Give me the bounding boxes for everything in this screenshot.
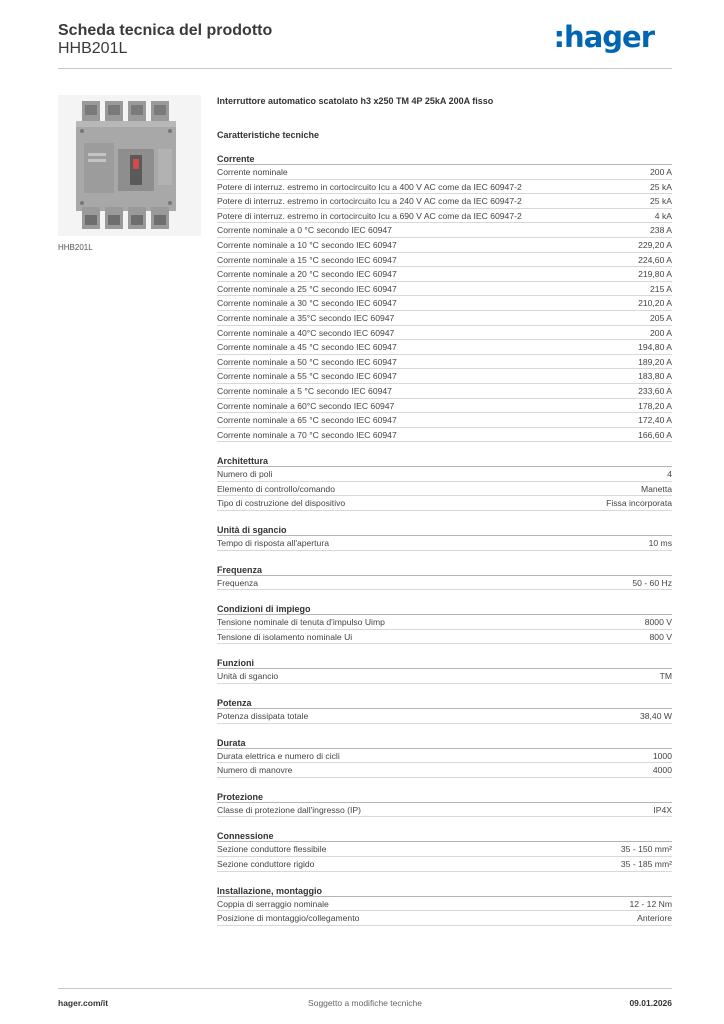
spec-row <box>217 340 672 355</box>
image-caption: HHB201L <box>58 243 93 252</box>
section-title: Corrente <box>217 153 672 165</box>
spec-value: Manetta <box>640 483 672 494</box>
product-image <box>58 95 201 236</box>
spec-label: Corrente nominale a 50 °C secondo IEC 60947 <box>217 356 397 367</box>
spec-value: 4000 <box>652 765 672 776</box>
spec-row <box>217 165 672 180</box>
spec-row <box>217 630 672 645</box>
spec-label: Tipo di costruzione del dispositivo <box>217 498 346 509</box>
spec-row <box>217 296 672 311</box>
spec-value: 38,40 W <box>639 711 672 722</box>
spec-row <box>217 369 672 384</box>
spec-value: 25 kA <box>650 181 672 192</box>
spec-value: 183,80 A <box>638 371 672 382</box>
spec-row <box>217 842 672 857</box>
spec-row <box>217 536 672 551</box>
spec-section <box>217 885 672 926</box>
spec-value: Anteriore <box>637 913 672 924</box>
spec-value: TM <box>659 671 672 682</box>
spec-row <box>217 209 672 224</box>
spec-row <box>217 857 672 872</box>
product-title: Interruttore automatico scatolato h3 x250 TM 4P 25kA 200A fisso <box>217 96 494 106</box>
spec-row <box>217 749 672 764</box>
footer-note: Soggetto a modifiche tecniche <box>308 998 422 1008</box>
spec-value: 178,20 A <box>638 400 672 411</box>
spec-value: 233,60 A <box>638 385 672 396</box>
spec-label: Corrente nominale <box>217 167 288 177</box>
spec-label: Posizione di montaggio/collegamento <box>217 913 360 924</box>
spec-section <box>217 564 672 591</box>
spec-label: Frequenza <box>217 577 259 588</box>
spec-label: Coppia di serraggio nominale <box>217 898 329 909</box>
spec-label: Corrente nominale a 55 °C secondo IEC 60947 <box>217 371 397 382</box>
spec-label: Sezione conduttore flessibile <box>217 844 327 855</box>
spec-value: 200 A <box>650 327 672 338</box>
spec-row <box>217 482 672 497</box>
spec-sections <box>217 153 672 926</box>
spec-label: Corrente nominale a 30 °C secondo IEC 60947 <box>217 298 397 309</box>
spec-label: Corrente nominale a 60°C secondo IEC 60947 <box>217 400 395 411</box>
header-divider <box>58 68 672 69</box>
spec-label: Potere di interruz. estremo in cortocircuito Icu a 400 V AC come da IEC 60947-2 <box>217 181 522 192</box>
spec-value: 800 V <box>649 631 672 642</box>
section-title: Connessione <box>217 830 672 842</box>
spec-row <box>217 669 672 684</box>
spec-row <box>217 282 672 297</box>
spec-row <box>217 180 672 195</box>
spec-section <box>217 524 672 551</box>
circuit-breaker-icon <box>58 95 201 236</box>
specifications-content <box>217 95 672 926</box>
spec-value: 12 - 12 Nm <box>629 898 672 909</box>
spec-value: 210,20 A <box>638 298 672 309</box>
spec-value: 4 kA <box>654 210 672 221</box>
spec-section <box>217 603 672 644</box>
section-title: Funzioni <box>217 657 672 669</box>
spec-value: 10 ms <box>648 538 672 549</box>
spec-value: 50 - 60 Hz <box>632 577 672 588</box>
section-title: Installazione, montaggio <box>217 885 672 897</box>
spec-value: 8000 V <box>644 617 672 628</box>
spec-label: Corrente nominale a 10 °C secondo IEC 60947 <box>217 239 397 250</box>
page-header <box>58 20 672 70</box>
spec-value: 4 <box>667 469 672 480</box>
spec-row <box>217 467 672 482</box>
spec-row <box>217 803 672 818</box>
spec-value: 35 - 185 mm² <box>620 859 672 869</box>
spec-label: Numero di manovre <box>217 765 293 776</box>
section-title: Architettura <box>217 455 672 467</box>
section-title: Protezione <box>217 791 672 803</box>
spec-label: Tensione nominale di tenuta d'impulso Uimp <box>217 617 385 628</box>
product-code: HHB201L <box>58 40 128 57</box>
spec-label: Tempo di risposta all'apertura <box>217 538 329 549</box>
spec-label: Corrente nominale a 25 °C secondo IEC 60947 <box>217 283 397 294</box>
spec-value: 219,80 A <box>638 269 672 280</box>
section-title: Frequenza <box>217 564 672 576</box>
spec-value: 229,20 A <box>638 239 672 250</box>
spec-row <box>217 709 672 724</box>
section-title: Potenza <box>217 697 672 709</box>
spec-label: Numero di poli <box>217 469 273 480</box>
footer-date: 09.01.2026 <box>629 998 672 1008</box>
spec-section <box>217 830 672 871</box>
spec-row <box>217 428 672 443</box>
spec-value: IP4X <box>653 804 672 815</box>
spec-label: Corrente nominale a 35°C secondo IEC 60947 <box>217 312 395 323</box>
spec-value: 189,20 A <box>638 356 672 367</box>
spec-value: 1000 <box>652 750 672 761</box>
spec-section <box>217 657 672 684</box>
spec-label: Potenza dissipata totale <box>217 711 309 722</box>
footer-divider <box>58 988 672 989</box>
spec-row <box>217 496 672 511</box>
spec-section <box>217 791 672 818</box>
section-title: Unità di sgancio <box>217 524 672 536</box>
spec-row <box>217 384 672 399</box>
spec-row <box>217 576 672 591</box>
specs-heading: Caratteristiche tecniche <box>217 130 320 140</box>
spec-row <box>217 615 672 630</box>
spec-row <box>217 399 672 414</box>
spec-value: 200 A <box>650 167 672 177</box>
spec-value: 166,60 A <box>638 429 672 440</box>
hager-logo: :hager <box>553 20 654 54</box>
spec-value: 25 kA <box>650 196 672 207</box>
spec-row <box>217 267 672 282</box>
spec-value: 224,60 A <box>638 254 672 265</box>
section-title: Condizioni di impiego <box>217 603 672 615</box>
spec-label: Corrente nominale a 70 °C secondo IEC 60947 <box>217 429 397 440</box>
spec-row <box>217 253 672 268</box>
spec-label: Potere di interruz. estremo in cortocircuito Icu a 690 V AC come da IEC 60947-2 <box>217 210 522 221</box>
spec-section <box>217 697 672 724</box>
footer-website: hager.com/it <box>58 998 109 1008</box>
spec-label: Classe di protezione dall'ingresso (IP) <box>217 804 361 815</box>
spec-value: 205 A <box>650 312 672 323</box>
spec-row <box>217 223 672 238</box>
spec-value: Fissa incorporata <box>606 498 672 509</box>
spec-value: 194,80 A <box>638 342 672 353</box>
spec-row <box>217 763 672 778</box>
spec-label: Corrente nominale a 15 °C secondo IEC 60947 <box>217 254 397 265</box>
page-footer <box>58 998 672 1010</box>
spec-label: Unità di sgancio <box>217 671 279 682</box>
spec-label: Corrente nominale a 65 °C secondo IEC 60947 <box>217 415 397 426</box>
section-title: Durata <box>217 737 672 749</box>
spec-section <box>217 153 672 442</box>
spec-label: Potere di interruz. estremo in cortocircuito Icu a 240 V AC come da IEC 60947-2 <box>217 196 522 207</box>
spec-row <box>217 326 672 341</box>
spec-row <box>217 911 672 926</box>
spec-label: Tensione di isolamento nominale Ui <box>217 631 353 642</box>
spec-row <box>217 238 672 253</box>
spec-row <box>217 355 672 370</box>
spec-row <box>217 413 672 428</box>
spec-label: Corrente nominale a 5 °C secondo IEC 60947 <box>217 385 392 396</box>
spec-row <box>217 194 672 209</box>
spec-label: Durata elettrica e numero di cicli <box>217 750 340 761</box>
spec-value: 238 A <box>650 225 672 236</box>
document-title: Scheda tecnica del prodotto <box>58 22 273 39</box>
spec-value: 35 - 150 mm² <box>620 844 672 855</box>
spec-label: Elemento di controllo/comando <box>217 483 335 494</box>
spec-section <box>217 455 672 511</box>
spec-value: 172,40 A <box>638 415 672 426</box>
spec-label: Corrente nominale a 0 °C secondo IEC 60947 <box>217 225 392 236</box>
spec-value: 215 A <box>650 283 672 294</box>
spec-label: Corrente nominale a 45 °C secondo IEC 60947 <box>217 342 397 353</box>
spec-label: Corrente nominale a 20 °C secondo IEC 60947 <box>217 269 397 280</box>
spec-row <box>217 897 672 912</box>
spec-label: Corrente nominale a 40°C secondo IEC 60947 <box>217 327 395 338</box>
spec-row <box>217 311 672 326</box>
spec-label: Sezione conduttore rigido <box>217 859 315 869</box>
spec-section <box>217 737 672 778</box>
